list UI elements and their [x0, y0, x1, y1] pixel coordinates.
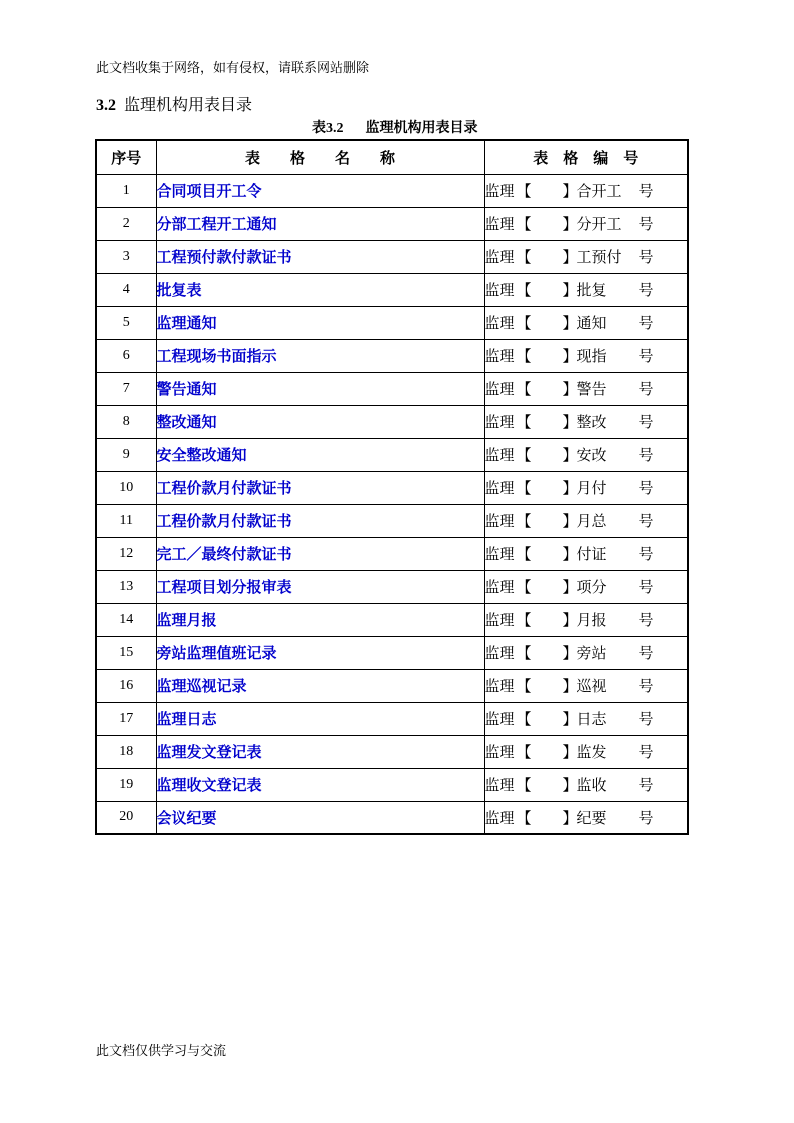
code-bracket-right: 】 — [562, 182, 578, 200]
row-form-code — [484, 207, 688, 240]
code-suffix: 号 — [638, 215, 654, 233]
row-form-code — [484, 174, 688, 207]
code-abbr: 纪要 — [576, 808, 607, 827]
code-suffix: 号 — [638, 710, 654, 728]
code-abbr: 月总 — [576, 512, 607, 530]
row-form-code — [484, 669, 688, 702]
table-row — [96, 603, 688, 636]
table-row — [96, 702, 688, 735]
code-prefix: 监理 — [484, 248, 515, 266]
code-bracket-left: 【 — [516, 182, 532, 200]
code-abbr: 月付 — [576, 479, 607, 497]
code-bracket-left: 【 — [516, 743, 532, 761]
code-prefix: 监理 — [484, 446, 515, 464]
row-form-code — [484, 471, 688, 504]
code-bracket-left: 【 — [516, 545, 532, 563]
code-bracket-left: 【 — [516, 281, 532, 299]
row-seq: 10 — [96, 471, 156, 504]
code-prefix: 监理 — [484, 710, 515, 728]
row-form-code — [484, 537, 688, 570]
row-form-name-link[interactable]: 工程现场书面指示 — [156, 339, 484, 372]
code-abbr: 日志 — [576, 710, 607, 728]
code-bracket-right: 】 — [562, 710, 578, 728]
table-row — [96, 471, 688, 504]
code-bracket-right: 】 — [562, 611, 578, 629]
forms-table — [95, 139, 689, 835]
code-suffix: 号 — [638, 413, 654, 431]
row-form-name-link[interactable]: 工程价款月付款证书 — [156, 504, 484, 537]
row-form-code — [484, 603, 688, 636]
table-caption-prefix: 表 — [312, 120, 326, 136]
code-abbr: 合开工 — [576, 182, 622, 200]
code-bracket-left: 【 — [516, 512, 532, 530]
code-abbr: 安改 — [576, 446, 607, 464]
row-seq: 16 — [96, 669, 156, 702]
code-bracket-left: 【 — [516, 677, 532, 695]
row-form-name-link[interactable]: 监理发文登记表 — [156, 735, 484, 768]
code-bracket-left: 【 — [516, 611, 532, 629]
code-suffix: 号 — [638, 677, 654, 695]
table-header-row — [96, 140, 688, 174]
code-prefix: 监理 — [484, 743, 515, 761]
code-suffix: 号 — [638, 380, 654, 398]
code-prefix: 监理 — [484, 281, 515, 299]
row-seq: 18 — [96, 735, 156, 768]
table-row — [96, 174, 688, 207]
code-prefix: 监理 — [484, 512, 515, 530]
code-abbr: 监收 — [576, 776, 607, 794]
code-abbr: 付证 — [576, 545, 607, 563]
row-form-name-link[interactable]: 监理巡视记录 — [156, 669, 484, 702]
row-seq: 17 — [96, 702, 156, 735]
row-seq: 12 — [96, 537, 156, 570]
code-bracket-left: 【 — [516, 314, 532, 332]
table-body — [96, 174, 688, 834]
row-form-code — [484, 768, 688, 801]
code-bracket-left: 【 — [516, 808, 532, 827]
code-bracket-right: 】 — [562, 677, 578, 695]
row-seq: 19 — [96, 768, 156, 801]
code-abbr: 工预付 — [576, 248, 622, 266]
code-suffix: 号 — [638, 479, 654, 497]
code-bracket-right: 】 — [562, 644, 578, 662]
code-suffix: 号 — [638, 281, 654, 299]
row-seq: 2 — [96, 207, 156, 240]
table-row — [96, 537, 688, 570]
code-bracket-right: 】 — [562, 380, 578, 398]
code-bracket-left: 【 — [516, 578, 532, 596]
code-abbr: 批复 — [576, 281, 607, 299]
code-bracket-right: 】 — [562, 281, 578, 299]
row-form-code — [484, 636, 688, 669]
code-bracket-right: 】 — [562, 479, 578, 497]
row-form-name-link[interactable]: 工程预付款付款证书 — [156, 240, 484, 273]
row-form-code — [484, 801, 688, 834]
code-prefix: 监理 — [484, 611, 515, 629]
code-suffix: 号 — [638, 512, 654, 530]
code-prefix: 监理 — [484, 215, 515, 233]
row-seq: 5 — [96, 306, 156, 339]
code-suffix: 号 — [638, 743, 654, 761]
table-row — [96, 669, 688, 702]
row-form-name-link[interactable]: 合同项目开工令 — [156, 174, 484, 207]
code-prefix: 监理 — [484, 545, 515, 563]
code-suffix: 号 — [638, 248, 654, 266]
row-form-code — [484, 735, 688, 768]
code-bracket-right: 】 — [562, 743, 578, 761]
row-form-name-link[interactable]: 旁站监理值班记录 — [156, 636, 484, 669]
row-form-code — [484, 273, 688, 306]
code-prefix: 监理 — [484, 677, 515, 695]
code-abbr: 监发 — [576, 743, 607, 761]
table-row — [96, 438, 688, 471]
section-title — [96, 92, 252, 115]
table-row — [96, 801, 688, 834]
code-abbr: 项分 — [576, 578, 607, 596]
code-prefix: 监理 — [484, 808, 515, 827]
code-bracket-right: 】 — [562, 446, 578, 464]
row-form-code — [484, 405, 688, 438]
code-bracket-right: 】 — [562, 314, 578, 332]
row-form-name-link[interactable]: 会议纪要 — [156, 801, 484, 834]
row-form-name-link[interactable]: 整改通知 — [156, 405, 484, 438]
table-row — [96, 207, 688, 240]
code-abbr: 现指 — [576, 347, 607, 365]
row-form-name-link[interactable]: 工程价款月付款证书 — [156, 471, 484, 504]
code-bracket-left: 【 — [516, 380, 532, 398]
table-row — [96, 306, 688, 339]
code-bracket-left: 【 — [516, 479, 532, 497]
code-abbr: 巡视 — [576, 677, 607, 695]
table-row — [96, 735, 688, 768]
footer-note: 此文档仅供学习与交流 — [96, 1044, 227, 1059]
code-abbr: 月报 — [576, 611, 607, 629]
row-seq: 20 — [96, 801, 156, 834]
code-prefix: 监理 — [484, 776, 515, 794]
row-form-name-link[interactable]: 批复表 — [156, 273, 484, 306]
table-caption-number: 3.2 — [326, 121, 344, 136]
code-abbr: 分开工 — [576, 215, 622, 233]
code-bracket-left: 【 — [516, 215, 532, 233]
row-form-name-link[interactable]: 安全整改通知 — [156, 438, 484, 471]
row-seq: 3 — [96, 240, 156, 273]
row-seq: 13 — [96, 570, 156, 603]
row-form-code — [484, 372, 688, 405]
row-form-code — [484, 339, 688, 372]
code-bracket-right: 】 — [562, 578, 578, 596]
code-suffix: 号 — [638, 808, 654, 827]
code-prefix: 监理 — [484, 347, 515, 365]
code-bracket-left: 【 — [516, 248, 532, 266]
table-row — [96, 504, 688, 537]
header-note: 此文档收集于网络，如有侵权，请联系网站删除 — [96, 61, 370, 76]
code-abbr: 整改 — [576, 413, 607, 431]
code-suffix: 号 — [638, 776, 654, 794]
row-form-name-link[interactable]: 分部工程开工通知 — [156, 207, 484, 240]
row-form-name-link[interactable]: 监理通知 — [156, 306, 484, 339]
table-caption-title: 监理机构用表目录 — [365, 120, 478, 136]
row-form-name-link[interactable]: 监理月报 — [156, 603, 484, 636]
code-bracket-left: 【 — [516, 446, 532, 464]
code-bracket-right: 】 — [562, 545, 578, 563]
row-form-name-link[interactable]: 警告通知 — [156, 372, 484, 405]
code-prefix: 监理 — [484, 644, 515, 662]
code-bracket-left: 【 — [516, 644, 532, 662]
row-form-code — [484, 504, 688, 537]
code-abbr: 通知 — [576, 314, 607, 332]
row-seq: 11 — [96, 504, 156, 537]
table-row — [96, 240, 688, 273]
row-form-code — [484, 240, 688, 273]
code-bracket-left: 【 — [516, 413, 532, 431]
table-row — [96, 273, 688, 306]
code-prefix: 监理 — [484, 479, 515, 497]
table-row — [96, 372, 688, 405]
row-form-code — [484, 570, 688, 603]
section-title-text: 监理机构用表目录 — [124, 95, 253, 114]
code-suffix: 号 — [638, 182, 654, 200]
code-bracket-left: 【 — [516, 347, 532, 365]
code-bracket-right: 】 — [562, 776, 578, 794]
table-row — [96, 636, 688, 669]
row-seq: 9 — [96, 438, 156, 471]
code-suffix: 号 — [638, 446, 654, 464]
code-prefix: 监理 — [484, 182, 515, 200]
code-bracket-left: 【 — [516, 710, 532, 728]
header-code: 表 格 编 号 — [484, 140, 688, 174]
row-seq: 15 — [96, 636, 156, 669]
code-suffix: 号 — [638, 611, 654, 629]
row-form-name-link[interactable]: 监理日志 — [156, 702, 484, 735]
row-seq: 8 — [96, 405, 156, 438]
code-bracket-right: 】 — [562, 248, 578, 266]
code-bracket-right: 】 — [562, 512, 578, 530]
row-seq: 4 — [96, 273, 156, 306]
row-seq: 14 — [96, 603, 156, 636]
row-seq: 7 — [96, 372, 156, 405]
code-prefix: 监理 — [484, 380, 515, 398]
section-number: 3.2 — [96, 97, 116, 114]
table-row — [96, 405, 688, 438]
code-suffix: 号 — [638, 578, 654, 596]
code-abbr: 警告 — [576, 380, 607, 398]
table-caption — [312, 117, 478, 137]
code-suffix: 号 — [638, 347, 654, 365]
row-seq: 6 — [96, 339, 156, 372]
table-row — [96, 570, 688, 603]
table-row — [96, 768, 688, 801]
code-bracket-left: 【 — [516, 776, 532, 794]
row-form-name-link[interactable]: 监理收文登记表 — [156, 768, 484, 801]
code-suffix: 号 — [638, 644, 654, 662]
row-form-code — [484, 306, 688, 339]
code-abbr: 旁站 — [576, 644, 607, 662]
code-bracket-right: 】 — [562, 413, 578, 431]
header-seq: 序号 — [96, 140, 156, 174]
code-bracket-right: 】 — [562, 347, 578, 365]
row-form-code — [484, 438, 688, 471]
code-prefix: 监理 — [484, 413, 515, 431]
row-form-name-link[interactable]: 完工／最终付款证书 — [156, 537, 484, 570]
code-suffix: 号 — [638, 545, 654, 563]
row-seq: 1 — [96, 174, 156, 207]
code-prefix: 监理 — [484, 578, 515, 596]
table-row — [96, 339, 688, 372]
header-name: 表 格 名 称 — [156, 140, 484, 174]
code-prefix: 监理 — [484, 314, 515, 332]
code-bracket-right: 】 — [562, 215, 578, 233]
code-bracket-right: 】 — [562, 808, 578, 827]
code-suffix: 号 — [638, 314, 654, 332]
row-form-code — [484, 702, 688, 735]
row-form-name-link[interactable]: 工程项目划分报审表 — [156, 570, 484, 603]
